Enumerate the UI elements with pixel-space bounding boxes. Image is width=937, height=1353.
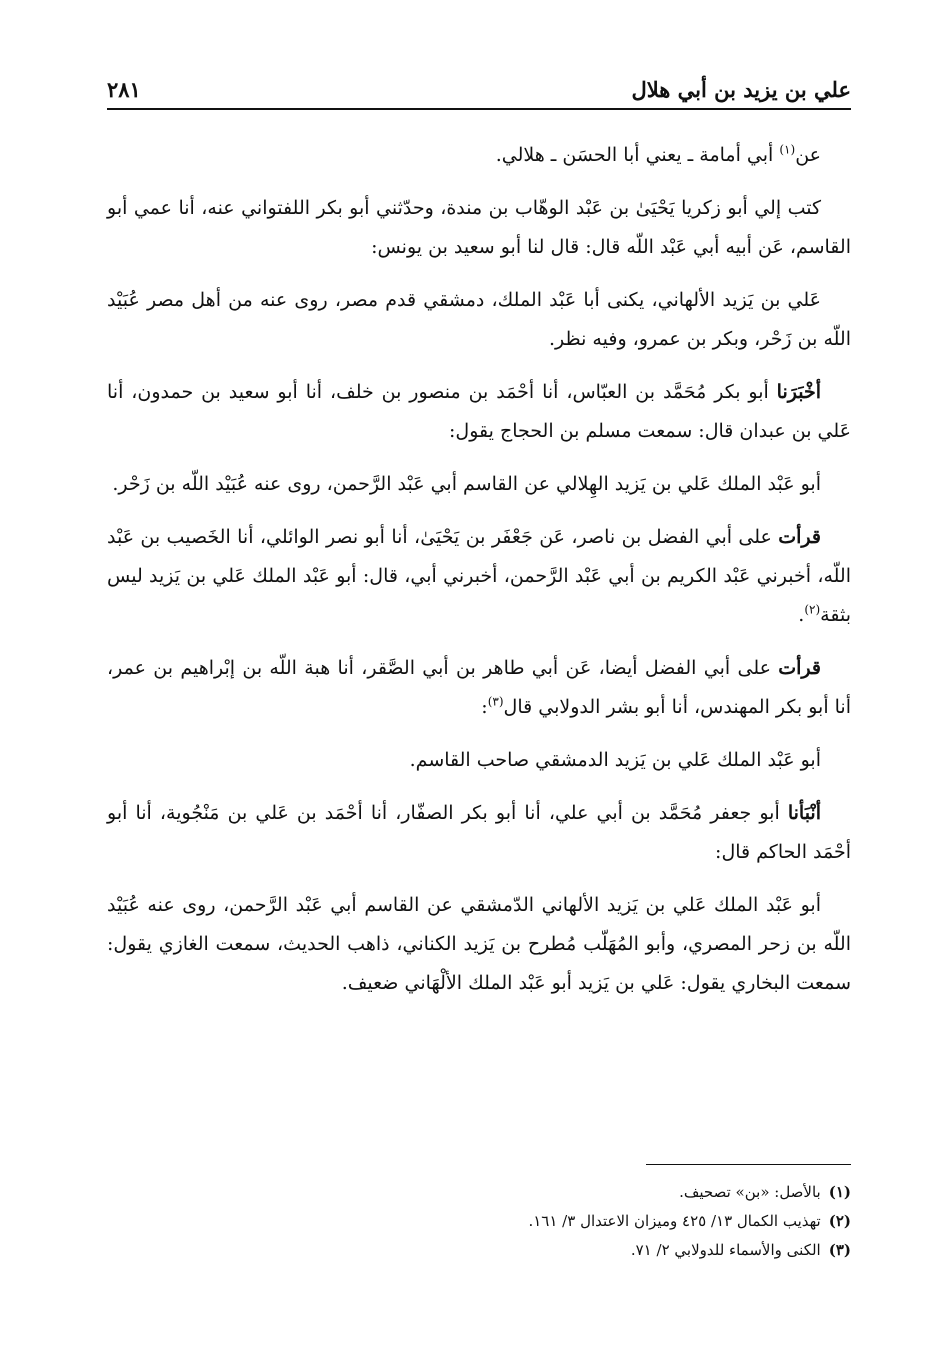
paragraph-text: أبو عَبْد الملك عَلي بن يَزيد الهِلالي عن القاسم أبي عَبْد الرَّحمن، روى عنه عُبَيْد اللّه بن زَحْر.	[112, 473, 821, 495]
paragraph	[107, 649, 851, 727]
page-number: ٢٨١	[107, 77, 141, 102]
paragraph-text: أبو عَبْد الملك عَلي بن يَزيد الألهاني الدّمشقي عن القاسم أبي عَبْد الرَّحمن، روى عنه عُبَيْد اللّه بن زحر المصري، وأبو المُهَلّب مُطرح بن يَزيد الكناني، ذاهب الحديث، سمعت الغازي يقول: سمعت البخاري يقول: عَلي بن يَزيد أبو عَبْد الملك الألْهَاني ضعيف.	[107, 894, 851, 994]
footnote	[107, 1207, 851, 1236]
footnote	[107, 1178, 851, 1207]
footnote-marker: (٣)	[487, 694, 504, 709]
header-title: علي بن يزيد بن أبي هلال	[631, 77, 851, 102]
paragraph-text: كتب إلي أبو زكريا يَحْيَىٰ بن عَبْد الوهّاب بن مندة، وحدّثني أبو بكر اللفتواني عنه، أنا عمي أبو القاسم، عَن أبيه أبي عَبْد اللّه قال: قال لنا أبو سعيد بن يونس:	[107, 197, 851, 258]
footnote-number: (٢)	[828, 1212, 851, 1230]
running-header	[107, 64, 851, 102]
paragraph-text: أبو جعفر مُحَمَّد بن أبي علي، أنا أبو بكر الصفّار، أنا أحْمَد بن عَلي بن مَنْجُوية، أنا أبو أحْمَد الحاكم قال:	[107, 802, 851, 863]
paragraph	[107, 886, 851, 1003]
footnote-text: الكنى والأسماء للدولابي ٢/ ٧١.	[630, 1241, 821, 1259]
paragraph-text: أبو عَبْد الملك عَلي بن يَزيد الدمشقي صاحب القاسم.	[409, 749, 821, 771]
paragraph-text-tail: أبي أمامة ـ يعني أبا الحسَن ـ هلالي.	[495, 144, 780, 166]
paragraph	[107, 373, 851, 451]
paragraph	[107, 189, 851, 267]
footnote	[107, 1236, 851, 1265]
paragraph-lead-word: أخْبَرَنا	[776, 381, 821, 403]
footnote-text: بالأصل: «بن» تصحيف.	[679, 1183, 821, 1201]
paragraph-text: على أبي الفضل أيضا، عَن أبي طاهر بن أبي الصَّقر، أنا هبة اللّه بن إبْراهيم بن عمر، أنا أبو بكر المهندس، أنا أبو بشر الدولابي قال	[107, 657, 851, 718]
main-text	[107, 136, 851, 1017]
header-rule	[107, 108, 851, 110]
paragraph	[107, 518, 851, 635]
paragraph-text: أبو بكر مُحَمَّد بن العبّاس، أنا أحْمَد بن منصور بن خلف، أنا أبو سعيد بن حمدون، أنا عَلي بن عبدان قال: سمعت مسلم بن الحجاج يقول:	[107, 381, 851, 442]
paragraph	[107, 794, 851, 872]
paragraph	[107, 741, 851, 780]
paragraph-text: عن	[795, 144, 821, 166]
paragraph-text-tail: .	[798, 604, 805, 626]
footnote-number: (٣)	[828, 1241, 851, 1259]
paragraph	[107, 465, 851, 504]
paragraph-text: على أبي الفضل بن ناصر، عَن جَعْفَر بن يَحْيَىٰ، أنا أبو نصر الوائلي، أنا الخَصيب بن عَبْد اللّه، أخبرني عَبْد الكريم بن أبي عَبْد الرَّحمن، أخبرني أبي، قال: أبو عَبْد الملك عَلي بن يَزيد ليس بثقة	[107, 526, 851, 626]
footnote-text: تهذيب الكمال ١٣/ ٤٢٥ وميزان الاعتدال ٣/ ١٦١.	[528, 1212, 821, 1230]
footnotes	[107, 1178, 851, 1265]
paragraph-lead-word: قرأت	[778, 526, 821, 548]
footnote-marker: (١)	[779, 142, 796, 157]
paragraph-lead-word: قرأت	[778, 657, 821, 679]
paragraph-lead-word: أنْبَأنا	[787, 802, 821, 824]
paragraph-text: عَلي بن يَزيد الألهاني، يكنى أبا عَبْد الملك، دمشقي قدم مصر، روى عنه من أهل مصر عُبَيْد اللّه بن زَحْر، وبكر بن عمرو، وفيه نظر.	[107, 289, 851, 350]
paragraph	[107, 136, 851, 175]
footnote-separator	[646, 1164, 851, 1165]
footnote-number: (١)	[828, 1183, 851, 1201]
paragraph	[107, 281, 851, 359]
paragraph-text-tail: :	[481, 696, 488, 718]
footnote-marker: (٢)	[804, 602, 821, 617]
